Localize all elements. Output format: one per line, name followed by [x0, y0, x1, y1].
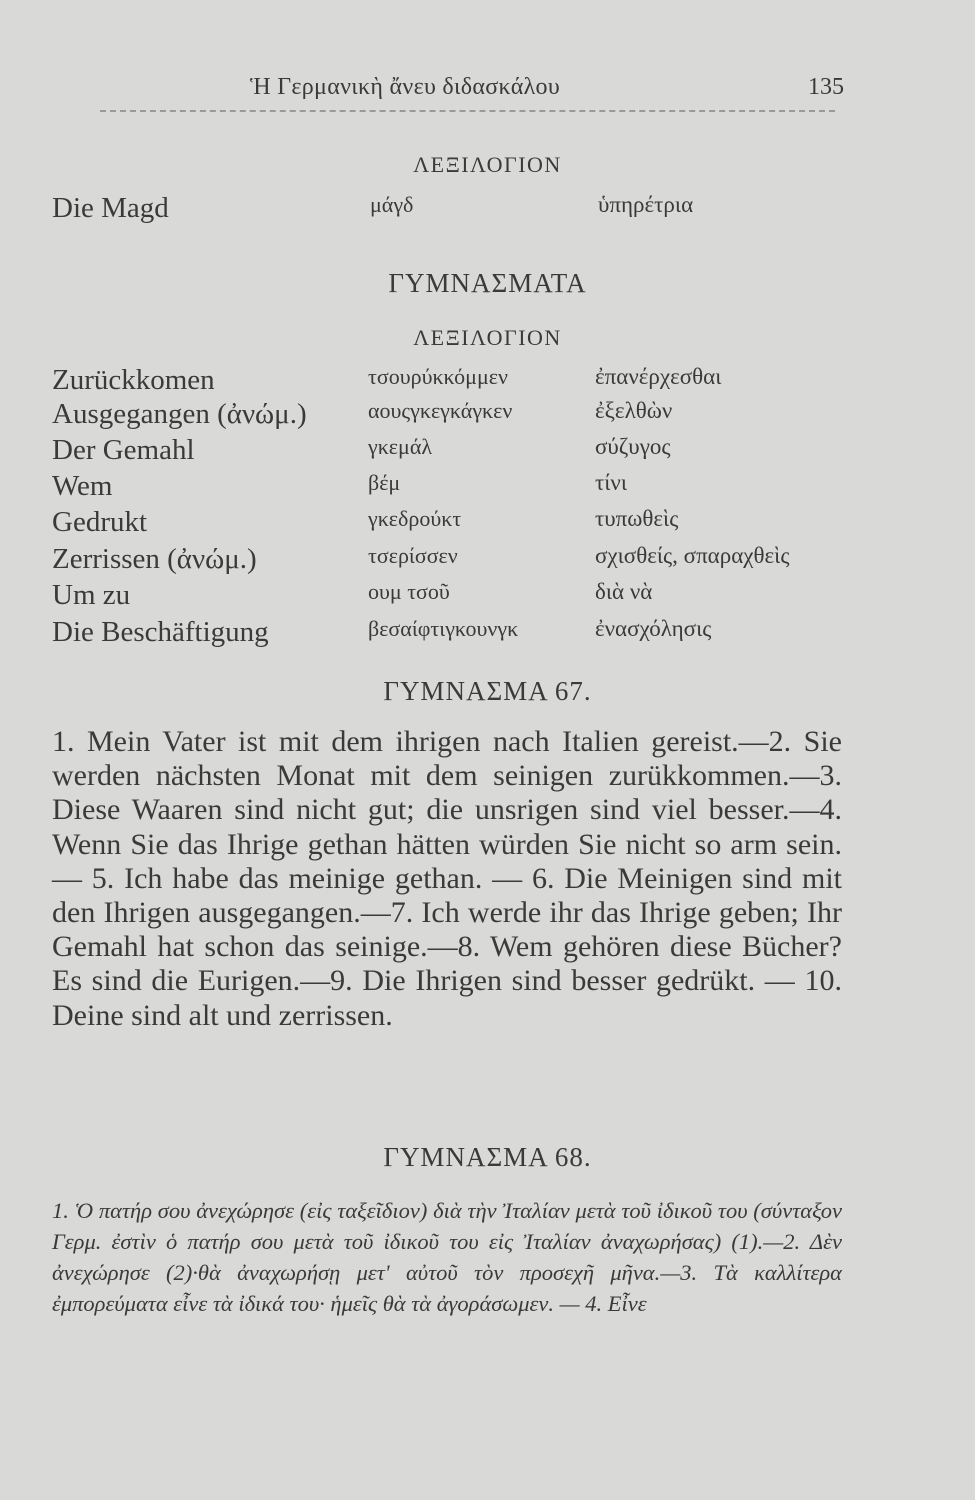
vocab-pronunciation: βέμ [368, 470, 401, 495]
vocab-row [0, 543, 975, 583]
vocab-greek: τίνι [595, 470, 628, 495]
exercise-67-text: 1. Mein Vater ist mit dem ihrigen nach Italien gereist.—2. Sie werden nächsten Monat mit dem seinigen zurükkommen.—3. Diese Waaren sind nicht gut; die unsrigen sind viel besser.—4. Wenn Sie das Ihrige gethan hätten würden Sie nicht so arm sein. — 5. Ich habe das meinige gethan. — 6. Die Meinigen sind mit den Ihrigen ausgegangen.—7. Ich werde ihr das Ihrige geben; Ihr Gemahl hat schon das seinige.—8. Wem gehören diese Bücher? Es sind die Eurigen.—9. Die Ihrigen sind besser gedrükt. — 10. Deine sind alt und zerrissen. [52, 725, 842, 1032]
vocab-german: Wem [52, 470, 113, 502]
exercise-68-title: ΓΥΜΝΑΣΜΑ 68. [383, 1142, 592, 1172]
vocab-greek: ἐξελθὼν [595, 398, 673, 423]
vocab-pronunciation: τσουρύκκόμμεν [368, 364, 508, 389]
vocab-greek: τυπωθεὶς [595, 506, 679, 531]
lexicon-heading-2: ΛΕΞΙΛΟΓΙΟΝ [413, 325, 562, 350]
vocab-german: Zurückkomen [52, 364, 215, 396]
vocab-row [0, 579, 975, 619]
vocab-greek: διὰ νὰ [595, 579, 653, 604]
vocab-german: Die Beschäftigung [52, 616, 269, 648]
vocab-row [0, 616, 975, 656]
page-number: 135 [808, 74, 844, 100]
vocab-greek: σύζυγος [595, 434, 671, 459]
vocab-pronunciation: γκεμάλ [368, 434, 433, 459]
vocab-greek: ἐνασχόλησις [595, 616, 712, 641]
vocab-greek: σχισθείς, σπαραχθεὶς [595, 543, 790, 568]
vocab-greek: ὑπηρέτρια [598, 192, 694, 217]
vocab-pronunciation: βεσαίφτιγκουνγκ [368, 616, 519, 641]
exercise-68-text: 1. Ὁ πατήρ σου ἀνεχώρησε (εἰς ταξεῖδιον) διὰ τὴν Ἰταλίαν μετὰ τοῦ ἰδικοῦ του (σύνταξον Γερμ. ἐστὶν ὁ πατήρ σου μετὰ τοῦ ἰδικοῦ του εἰς Ἰταλίαν ἀναχωρήσας) (1).—2. Δὲν ἀνεχώρησε (2)·θὰ ἀναχωρήσῃ μετ' αὐτοῦ τὸν προσεχῆ μῆνα.—3. Τὰ καλλίτερα ἐμπορεύματα εἶνε τὰ ἰδικά του· ἡμεῖς θὰ τὰ ἀγοράσωμεν. — 4. Εἶνε [52, 1198, 842, 1316]
vocab-german: Die Magd [52, 192, 169, 224]
exercise-67-title: ΓΥΜΝΑΣΜΑ 67. [383, 676, 592, 706]
vocab-row [0, 506, 975, 546]
vocab-pronunciation: αουςγκεγκάγκεν [368, 398, 513, 423]
vocab-german: Der Gemahl [52, 434, 195, 466]
exercises-title: ΓΥΜΝΑΣΜΑΤΑ [388, 268, 587, 298]
vocab-row [0, 434, 975, 474]
vocab-pronunciation: τσερίσσεν [368, 543, 458, 568]
vocab-row [0, 398, 975, 438]
vocab-german: Gedrukt [52, 506, 148, 538]
lexicon-heading-1: ΛΕΞΙΛΟΓΙΟΝ [413, 152, 562, 177]
header-rule [100, 110, 835, 112]
running-header-title: Ἡ Γερμανικὴ ἄνευ διδασκάλου [250, 74, 560, 100]
vocab-greek: ἐπανέρχεσθαι [595, 364, 722, 389]
vocab-german: Zerrissen (ἀνώμ.) [52, 543, 257, 575]
vocab-pronunciation: γκεδρούκτ [368, 506, 462, 531]
vocab-pronunciation: ουμ τσοῦ [368, 579, 450, 604]
vocab-row [0, 470, 975, 510]
vocab-german: Um zu [52, 579, 131, 611]
vocab-pronunciation: μάγδ [370, 192, 414, 217]
vocab-row [0, 192, 975, 232]
vocab-german: Ausgegangen (ἀνώμ.) [52, 398, 307, 430]
